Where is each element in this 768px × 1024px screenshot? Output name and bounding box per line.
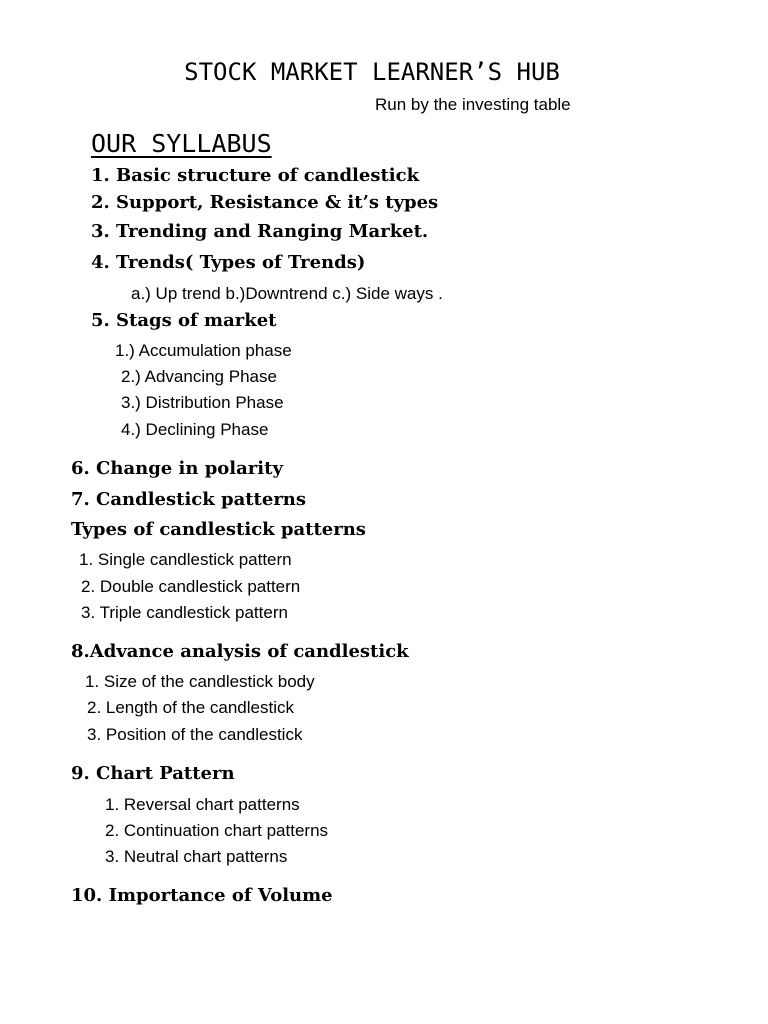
section-9-item: 2. Continuation chart patterns xyxy=(105,821,329,840)
section-7-item: 2. Double candlestick pattern xyxy=(81,577,301,596)
section-5-heading: 5. Stags of market xyxy=(91,310,277,331)
section-7-subheading: Types of candlestick patterns xyxy=(71,519,366,540)
section-5-item: 2.) Advancing Phase xyxy=(121,367,277,386)
section-10-heading: 10. Importance of Volume xyxy=(71,885,333,906)
document-title: STOCK MARKET LEARNER’S HUB xyxy=(184,58,560,86)
section-5-item: 1.) Accumulation phase xyxy=(115,341,292,360)
section-9-item: 1. Reversal chart patterns xyxy=(105,795,300,814)
section-9-heading: 9. Chart Pattern xyxy=(71,763,235,784)
section-4-items: a.) Up trend b.)Downtrend c.) Side ways . xyxy=(131,284,443,303)
section-5-item: 4.) Declining Phase xyxy=(121,420,269,439)
syllabus-heading: OUR SYLLABUS xyxy=(91,129,272,158)
section-3-heading: 3. Trending and Ranging Market. xyxy=(91,221,429,242)
section-4-heading: 4. Trends( Types of Trends) xyxy=(91,252,366,273)
section-8-item: 3. Position of the candlestick xyxy=(87,725,303,744)
section-8-heading: 8.Advance analysis of candlestick xyxy=(71,641,409,662)
section-8-item: 2. Length of the candlestick xyxy=(87,698,294,717)
section-7-item: 1. Single candlestick pattern xyxy=(79,550,292,569)
section-2-heading: 2. Support, Resistance & it’s types xyxy=(91,192,439,213)
document-subtitle: Run by the investing table xyxy=(375,95,571,114)
section-6-heading: 6. Change in polarity xyxy=(71,458,283,479)
section-9-item: 3. Neutral chart patterns xyxy=(105,847,288,866)
section-8-item: 1. Size of the candlestick body xyxy=(85,672,315,691)
section-5-item: 3.) Distribution Phase xyxy=(121,393,284,412)
section-7-item: 3. Triple candlestick pattern xyxy=(81,603,288,622)
section-7-heading: 7. Candlestick patterns xyxy=(71,489,307,510)
section-1-heading: 1. Basic structure of candlestick xyxy=(91,165,420,186)
